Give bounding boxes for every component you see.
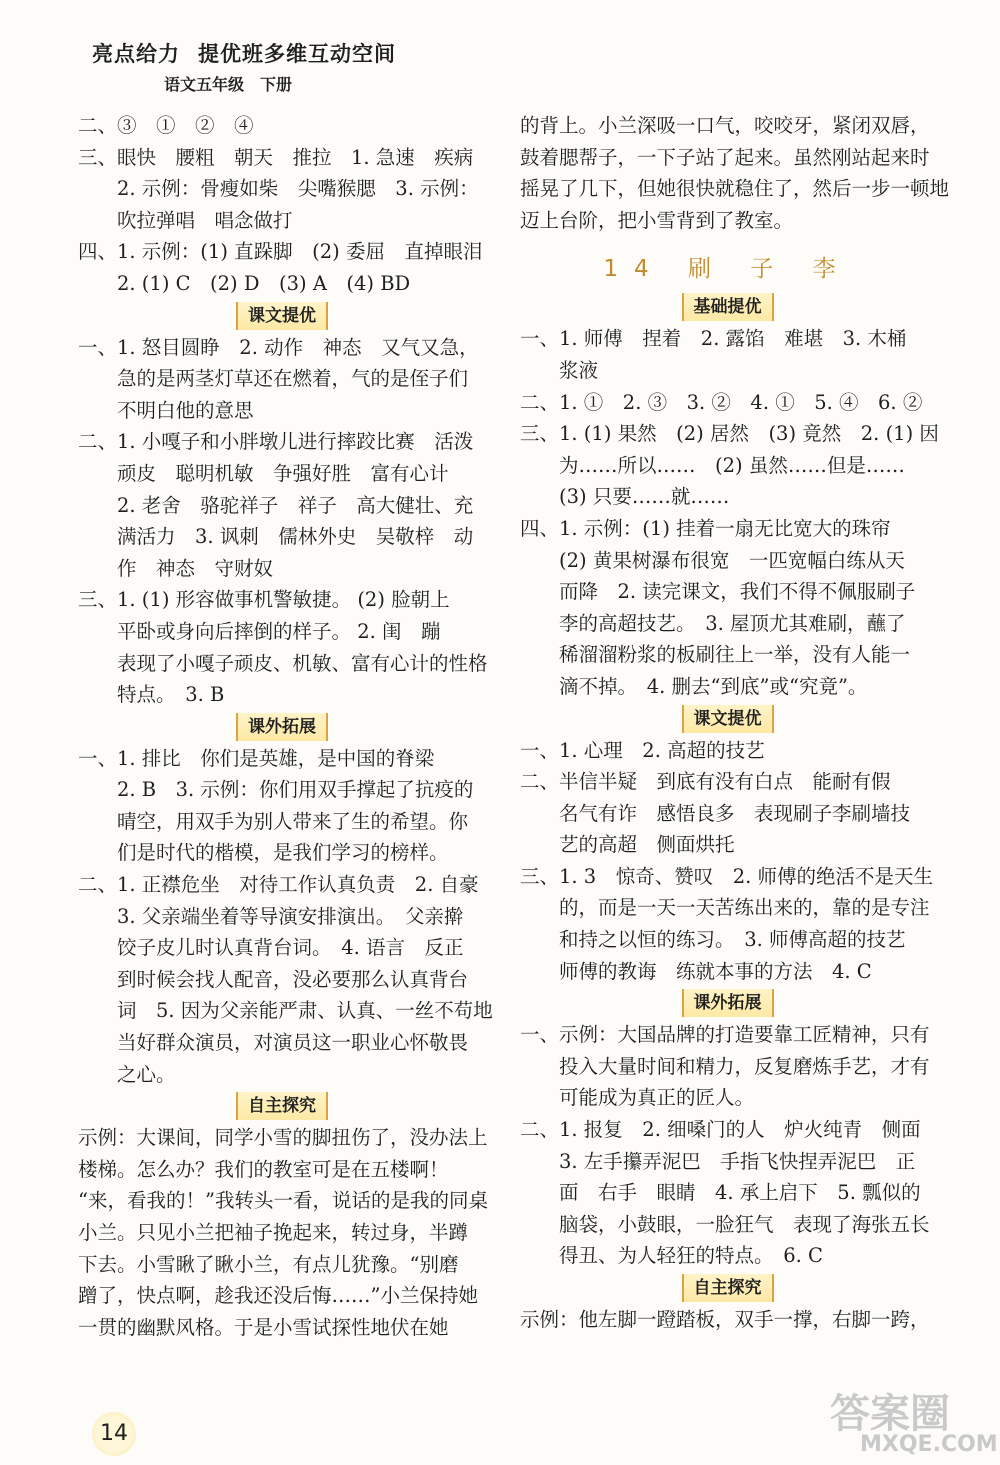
answer-line: 晴空，用双手为别人带来了生的希望。你 [78,809,469,833]
answer-line: 稀溜溜粉浆的板刷往上一举，没有人能一 [520,643,911,667]
answer-line: 三、1. 3 惊奇、赞叹 2. 师傅的绝活不是天生 [520,864,934,888]
answer-line: 楼梯。怎么办？我们的教室可是在五楼啊！ [78,1157,449,1181]
answer-line: (2) 黄果树瀑布很宽 一匹宽幅白练从天 [520,548,905,572]
answer-line: 词 5. 因为父亲能严肃、认真、一丝不苟地 [78,999,493,1023]
subject-volume: 下册 [260,75,293,94]
answer-line: 为……所以…… (2) 虽然……但是…… [520,453,905,477]
watermark-logo: 答案圈 [830,1391,950,1437]
answer-line: 平卧或身向后摔倒的样子。 2. 闺 蹦 [78,619,441,643]
answer-line: 师傅的教诲 练就本事的方法 4. C [520,959,872,983]
answer-line: 和持之以恒的练习。 3. 师傅高超的技艺 [520,928,906,952]
answer-line: 一、1. 怒目圆睁 2. 动作 神态 又气又急， [78,335,479,359]
left-column [78,110,493,1343]
answer-line: 表现了小嘎子顽皮、机敏、富有心计的性格 [78,651,488,675]
section-heading-label: 自主探究 [236,1092,328,1120]
answer-line: 们是时代的楷模，是我们学习的榜样。 [78,841,449,865]
answer-line: 的，而是一天一天苦练出来的，靠的是专注 [520,896,930,920]
answer-line: 特点。 3. B [78,683,225,707]
section-heading [78,713,486,741]
answer-line: 示例：他左脚一蹬踏板，双手一撑，右脚一跨， [520,1308,930,1331]
answer-line: 迈上台阶，把小雪背到了教室。 [520,208,794,232]
lesson-title: 14 刷 子 李 [603,256,852,283]
answer-line: 3. 左手攥弄泥巴 手指飞快捏弄泥巴 正 [520,1149,916,1173]
answer-line: 之心。 [78,1062,176,1086]
section-heading-label: 课文提优 [682,705,774,733]
section-heading [520,1274,935,1302]
answer-line: 到时候会找人配音，没必要那么认真背台 [78,967,469,991]
answer-line: 二、1. ① 2. ③ 3. ② 4. ① 5. ④ 6. ② [520,390,923,414]
section-heading [78,1092,486,1120]
answer-line: 四、1. 示例：(1) 挂着一扇无比宽大的珠帘 [520,516,891,540]
answer-line: 二、1. 小嘎子和小胖墩儿进行摔跤比赛 活泼 [78,430,474,454]
answer-line: 3. 父亲端坐着等导演安排演出。 父亲擀 [78,904,464,928]
answer-line: 面 右手 眼睛 4. 承上启下 5. 瓢似的 [520,1181,921,1205]
answer-line: 的背上。小兰深吸一口气，咬咬牙，紧闭双唇， [520,114,930,137]
answer-line: 2. B 3. 示例：你们用双手撑起了抗疫的 [78,778,474,802]
page-number: 14 [92,1412,136,1456]
answer-line: 2. 老舍 骆驼祥子 祥子 高大健壮、充 [78,493,474,517]
answer-line: 摇晃了几下，但她很快就稳住了，然后一步一顿地 [520,177,950,201]
answer-line: 可能成为真正的匠人。 [520,1086,755,1110]
answer-line: 一、示例：大国品牌的打造要靠工匠精神，只有 [520,1023,930,1047]
answer-line: 2. 示例：骨瘦如柴 尖嘴猴腮 3. 示例： [78,177,479,201]
answer-line: 二、1. 报复 2. 细嗓门的人 炉火纯青 侧面 [520,1118,921,1142]
answer-line: 蹭了，快点啊，趁我还没后悔……”小兰保持她 [78,1284,478,1308]
watermark-url: MXQE.COM [860,1432,998,1457]
section-heading [520,705,935,733]
answer-line: “来，看我的！”我转头一看，说话的是我的同桌 [78,1189,488,1213]
brand-name: 亮点给力 [92,42,180,66]
right-column [520,110,950,1336]
subject-grade: 语文五年级 [164,75,245,94]
answer-line: 顽皮 聪明机敏 争强好胜 富有心计 [78,461,449,485]
answer-line: 三、眼快 腰粗 朝天 推拉 1. 急速 疾病 [78,145,474,169]
answer-line: 三、1. (1) 形容做事机警敏捷。 (2) 脸朝上 [78,588,450,612]
section-heading [520,989,935,1017]
section-heading-label: 课文提优 [236,302,328,330]
answer-line: 艺的高超 侧面烘托 [520,833,735,857]
answer-line: 示例：大课间，同学小雪的脚扭伤了，没办法上 [78,1126,488,1150]
answer-line: 急的是两茎灯草还在燃着，气的是侄子们 [78,367,469,391]
answer-line: 李的高超技艺。 3. 屋顶尤其难刷，蘸了 [520,611,906,635]
brand-title [92,38,414,68]
answer-line: 鼓着腮帮子，一下子站了起来。虽然刚站起来时 [520,145,930,169]
answer-line: 2. (1) C (2) D (3) A (4) BD [78,271,411,295]
answer-line: 吹拉弹唱 唱念做打 [78,208,293,232]
answer-line: 作 神态 守财奴 [78,556,274,580]
section-heading-label: 课外拓展 [236,713,328,741]
answer-line: 二、1. 正襟危坐 对待工作认真负责 2. 自豪 [78,873,479,897]
section-heading-label: 基础提优 [682,293,774,321]
answer-line: 不明白他的意思 [78,398,254,422]
answer-line: 名气有诈 感悟良多 表现刷子李刷墙技 [520,801,911,825]
section-heading [78,302,486,330]
answer-line: 脑袋，小鼓眼，一脸狂气 表现了海张五长 [520,1212,930,1236]
answer-line: 滴不掉。 4. 删去“到底”或“究竟”。 [520,674,868,698]
answer-line: 二、半信半疑 到底有没有白点 能耐有假 [520,770,891,794]
section-heading-label: 课外拓展 [682,989,774,1017]
answer-line: 投入大量时间和精力，反复磨炼手艺，才有 [520,1054,930,1078]
answer-line: 饺子皮儿时认真背台词。 4. 语言 反正 [78,936,464,960]
section-heading [520,293,935,321]
page-header [92,38,414,95]
answer-line: 而降 2. 读完课文，我们不得不佩服刷子 [520,580,916,604]
answer-line: 一、1. 师傅 捏着 2. 露馅 难堪 3. 木桶 [520,327,907,351]
answer-line: 浆液 [520,358,599,382]
answer-line: 一、1. 心理 2. 高超的技艺 [520,738,765,762]
answer-line: 一贯的幽默风格。于是小雪试探性地伏在她 [78,1315,449,1339]
answer-line: 下去。小雪瞅了瞅小兰，有点儿犹豫。“别磨 [78,1252,459,1276]
section-heading-label: 自主探究 [682,1274,774,1302]
answer-line: 得丑、为人轻狂的特点。 6. C [520,1244,823,1268]
answer-line: 一、1. 排比 你们是英雄，是中国的脊梁 [78,746,435,770]
subject-label [164,72,414,95]
brand-tagline: 提优班多维互动空间 [198,42,396,66]
answer-line: 四、1. 示例：(1) 直跺脚 (2) 委屈 直掉眼泪 [78,240,483,264]
answer-line: (3) 只要……就…… [520,485,730,509]
answer-line: 满活力 3. 讽刺 儒林外史 吴敬梓 动 [78,525,474,549]
answer-line: 小兰。只见小兰把袖子挽起来，转过身，半蹲 [78,1221,469,1244]
answer-line: 二、③ ① ② ④ [78,114,254,137]
answer-line: 三、1. (1) 果然 (2) 居然 (3) 竟然 2. (1) 因 [520,422,939,446]
answer-line: 当好群众演员，对演员这一职业心怀敬畏 [78,1031,469,1055]
